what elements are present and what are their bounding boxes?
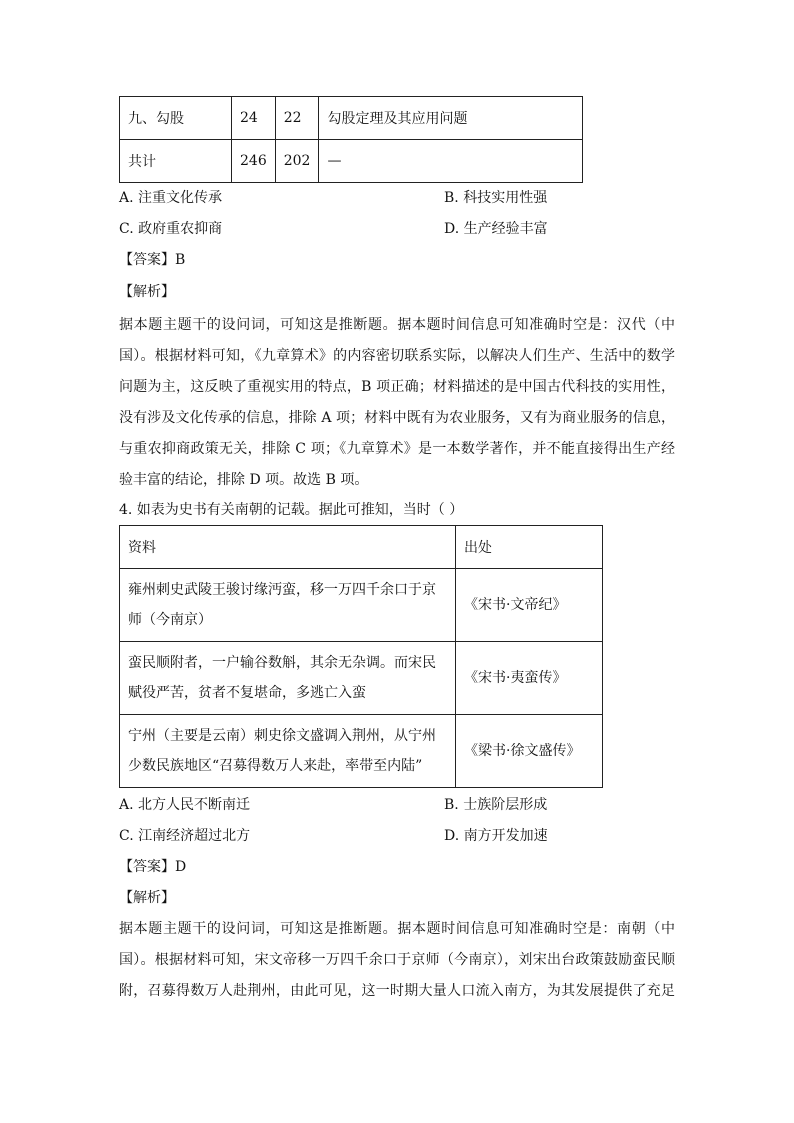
source-cell: 《宋书·夷蛮传》 xyxy=(456,642,603,715)
table-cell: 22 xyxy=(275,97,319,140)
answer-label: 【答案】D xyxy=(119,859,187,875)
analysis-line: 附，召募得数万人赴荆州，由此可见，这一时期大量人口流入南方，为其发展提供了充足 xyxy=(119,983,675,999)
analysis-text xyxy=(119,310,675,496)
material-line: 雍州刺史武陵王骏讨缘沔蛮，移一万四千余口于京 xyxy=(128,582,436,598)
table-header-row xyxy=(120,526,603,569)
table-cell: 共计 xyxy=(120,140,232,183)
table-cell: 九、勾股 xyxy=(120,97,232,140)
material-line: 宁州（主要是云南）刺史徐文盛调入荆州，从宁州 xyxy=(128,728,436,744)
math-topics-table xyxy=(119,96,583,183)
analysis-line: 国）。根据材料可知，宋文帝移一万四千余口于京师（今南京），刘宋出台政策鼓励蛮民顺 xyxy=(119,952,675,968)
option-c: C. 政府重农抑商 xyxy=(119,221,223,237)
analysis-line: 据本题主题干的设问词，可知这是推断题。据本题时间信息可知准确时空是：南朝（中 xyxy=(119,921,675,937)
material-line: 蛮民顺附者，一户输谷数斛，其余无杂调。而宋民 xyxy=(128,655,436,671)
material-line: 师（今南京） xyxy=(128,612,212,628)
analysis-label: 【解析】 xyxy=(119,890,175,906)
analysis-line: 与重农抑商政策无关，排除 C 项；《九章算术》是一本数学著作，并不能直接得出生产经 xyxy=(119,441,675,457)
source-cell: 《宋书·文帝纪》 xyxy=(456,569,603,642)
table-cell: 勾股定理及其应用问题 xyxy=(319,97,583,140)
material-line: 少数民族地区“召募得数万人来赴，率带至内陆” xyxy=(128,758,423,774)
option-a: A. 注重文化传承 xyxy=(119,190,223,206)
history-records-table xyxy=(119,525,603,788)
table-row xyxy=(120,140,583,183)
analysis-line: 国）。根据材料可知，《九章算术》的内容密切联系实际，以解决人们生产、生活中的数学 xyxy=(119,348,675,364)
material-line: 赋役严苦，贫者不复堪命，多逃亡入蛮 xyxy=(128,685,366,701)
option-c: C. 江南经济超过北方 xyxy=(119,828,251,844)
option-d: D. 生产经验丰富 xyxy=(444,221,548,237)
analysis-text xyxy=(119,914,675,1007)
table-row xyxy=(120,97,583,140)
option-b: B. 士族阶层形成 xyxy=(444,797,548,813)
table-row xyxy=(120,642,603,715)
analysis-label: 【解析】 xyxy=(119,284,175,300)
material-cell xyxy=(120,642,456,715)
question-stem: 4. 如表为史书有关南朝的记载。据此可推知，当时（ ） xyxy=(119,502,464,518)
table-cell: 202 xyxy=(275,140,319,183)
table-row xyxy=(120,715,603,788)
table-cell: — xyxy=(319,140,583,183)
analysis-line: 没有涉及文化传承的信息，排除 A 项；材料中既有为农业服务，又有为商业服务的信息， xyxy=(119,410,675,426)
source-cell: 《梁书·徐文盛传》 xyxy=(456,715,603,788)
table-header-cell: 资料 xyxy=(120,526,456,569)
analysis-line: 问题为主，这反映了重视实用的特点，B 项正确；材料描述的是中国古代科技的实用性， xyxy=(119,379,675,395)
table-cell: 246 xyxy=(232,140,276,183)
table-row xyxy=(120,569,603,642)
option-a: A. 北方人民不断南迁 xyxy=(119,797,251,813)
analysis-line: 据本题主题干的设问词，可知这是推断题。据本题时间信息可知准确时空是：汉代（中 xyxy=(119,317,675,333)
analysis-line: 验丰富的结论，排除 D 项。故选 B 项。 xyxy=(119,472,369,488)
material-cell xyxy=(120,715,456,788)
material-cell xyxy=(120,569,456,642)
answer-label: 【答案】B xyxy=(119,252,186,268)
option-d: D. 南方开发加速 xyxy=(444,828,548,844)
table-header-cell: 出处 xyxy=(456,526,603,569)
table-cell: 24 xyxy=(232,97,276,140)
option-b: B. 科技实用性强 xyxy=(444,190,548,206)
